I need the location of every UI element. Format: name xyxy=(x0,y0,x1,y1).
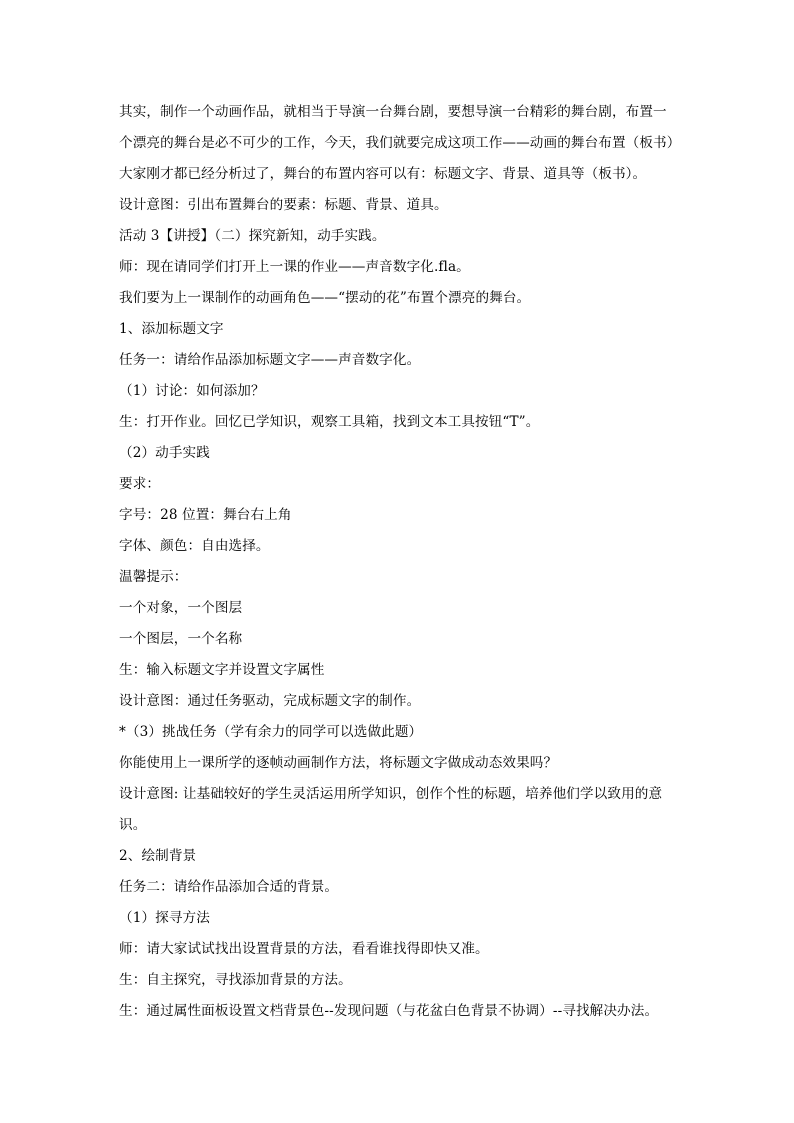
teacher-line: 师：现在请同学们打开上一课的作业——声音数字化.fla。 xyxy=(119,259,470,275)
design-intent-line: 设计意图：引出布置舞台的要素：标题、背景、道具。 xyxy=(119,197,448,213)
tips-label: 温馨提示： xyxy=(119,569,188,585)
task-line: 任务二：请给作品添加合适的背景。 xyxy=(119,879,339,895)
tip-item: 一个对象，一个图层 xyxy=(119,600,243,616)
student-line: 生：输入标题文字并设置文字属性 xyxy=(119,662,325,678)
task-line: 任务一：请给作品添加标题文字——声音数字化。 xyxy=(119,352,421,368)
tip-item: 一个图层，一个名称 xyxy=(119,631,243,647)
paragraph-line: 我们要为上一课制作的动画角色——“摆动的花”布置个漂亮的舞台。 xyxy=(119,290,531,306)
paragraph-line: 你能使用上一课所学的逐帧动画制作方法，将标题文字做成动态效果吗？ xyxy=(119,755,558,771)
paragraph-line: 个漂亮的舞台是必不可少的工作，今天，我们就要完成这项工作——动画的舞台布置（板书） xyxy=(119,135,681,151)
paragraph-line: 识。 xyxy=(119,817,147,833)
paragraph-line: 其实，制作一个动画作品，就相当于导演一台舞台剧，要想导演一台精彩的舞台剧，布置一 xyxy=(119,104,667,120)
student-line: 生：通过属性面板设置文档背景色--发现问题（与花盆白色背景不协调）--寻找解决办法。 xyxy=(119,1003,659,1019)
student-line: 生：自主探究，寻找添加背景的方法。 xyxy=(119,972,352,988)
design-intent-line: 设计意图: 让基础较好的学生灵活运用所学知识，创作个性的标题，培养他们学以致用的意 xyxy=(119,786,663,802)
section-heading: 1、添加标题文字 xyxy=(119,321,224,337)
teacher-line: 师：请大家试试找出设置背景的方法，看看谁找得即快又准。 xyxy=(119,941,489,957)
section-heading: 2、绘制背景 xyxy=(119,848,197,864)
document-body xyxy=(119,97,679,1027)
design-intent-line: 设计意图：通过任务驱动，完成标题文字的制作。 xyxy=(119,693,421,709)
requirement-item: 字体、颜色：自由选择。 xyxy=(119,538,270,554)
paragraph-line: 大家刚才都已经分析过了，舞台的布置内容可以有：标题文字、背景、道具等（板书）。 xyxy=(119,166,647,182)
student-line: 生：打开作业。回忆已学知识，观察工具箱，找到文本工具按钮“T”。 xyxy=(119,414,540,430)
step-heading: （1）探寻方法 xyxy=(119,910,210,926)
challenge-heading: *（3）挑战任务（学有余力的同学可以选做此题） xyxy=(119,724,423,740)
requirement-item: 字号：28 位置：舞台右上角 xyxy=(119,507,292,523)
activity-heading: 活动 3【讲授】（二）探究新知，动手实践。 xyxy=(119,228,386,244)
step-heading: （2）动手实践 xyxy=(119,445,210,461)
requirements-label: 要求： xyxy=(119,476,161,492)
step-heading: （1）讨论：如何添加？ xyxy=(119,383,265,399)
